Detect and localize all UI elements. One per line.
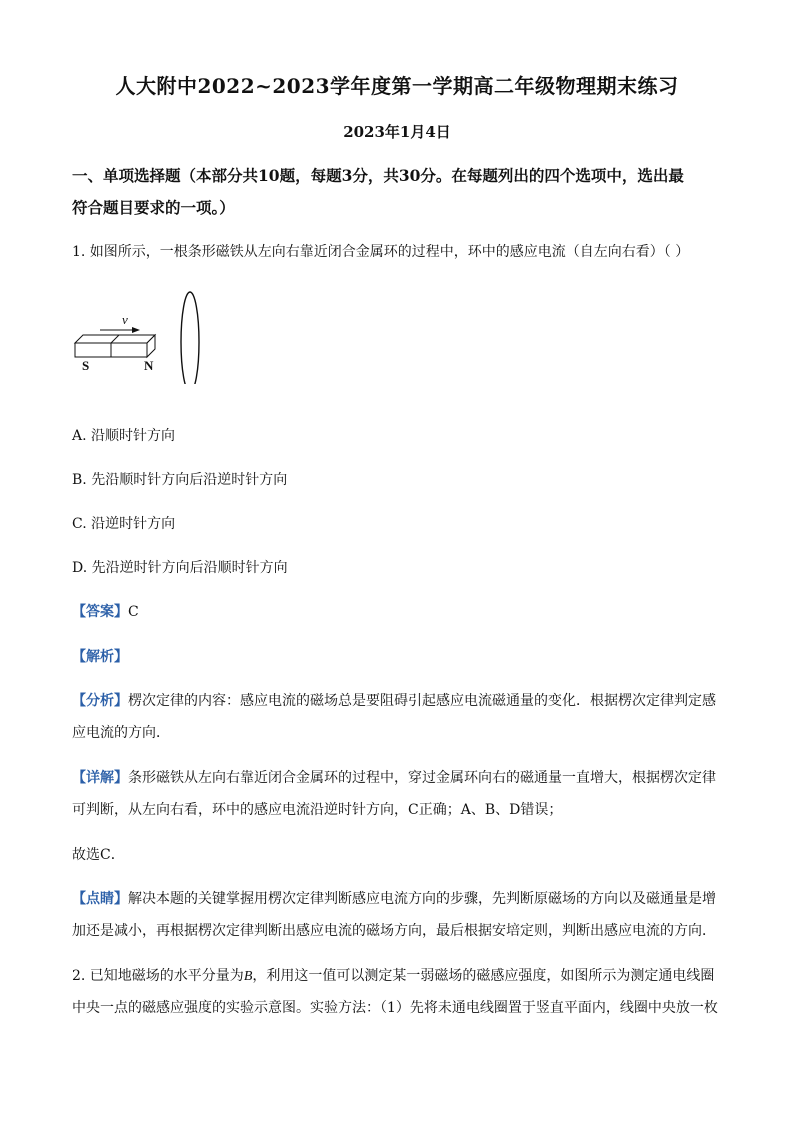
analysis-tag: 【解析】 xyxy=(72,649,128,665)
xiangjie-text-1: 条形磁铁从左向右靠近闭合金属环的过程中，穿过金属环向右的磁通量一直增大，根据楞次定律 xyxy=(128,770,716,786)
south-pole-label: S xyxy=(82,358,90,373)
magnet-ring-figure xyxy=(70,288,240,384)
analysis-line xyxy=(72,647,732,667)
dianjing-line-2: 加还是减小，再根据楞次定律判断出感应电流的磁场方向，最后根据安培定则，判断出感应电流的方向． xyxy=(72,923,716,939)
question-2-line-1 xyxy=(72,966,732,987)
option-a: A. 沿顺时针方向 xyxy=(72,428,176,444)
fenxi-line-1 xyxy=(72,691,732,711)
xiangjie-line-2: 可判断，从左向右看，环中的感应电流沿逆时针方向，C正确；A、B、D错误； xyxy=(72,802,563,818)
dianjing-text-1: 解决本题的关键掌握用楞次定律判断感应电流方向的步骤，先判断原磁场的方向以及磁通量是增 xyxy=(128,891,716,907)
fenxi-tag: 【分析】 xyxy=(72,693,128,709)
velocity-label: v xyxy=(122,312,128,327)
option-d: D. 先沿逆时针方向后沿顺时针方向 xyxy=(72,560,288,576)
xiangjie-tag: 【详解】 xyxy=(72,770,128,786)
xiangjie-line-1 xyxy=(72,768,732,788)
conclusion-line: 故选C． xyxy=(72,847,125,863)
dianjing-tag: 【点睛】 xyxy=(72,891,128,907)
fenxi-text-1: 楞次定律的内容：感应电流的磁场总是要阻碍引起感应电流磁通量的变化．根据楞次定律判定感 xyxy=(128,693,716,709)
option-b: B. 先沿顺时针方向后沿逆时针方向 xyxy=(72,472,288,488)
north-pole-label: N xyxy=(144,358,154,373)
velocity-arrow-head xyxy=(132,327,140,333)
exam-title: 人大附中2022~2023学年度第一学期高二年级物理期末练习 xyxy=(115,74,679,98)
answer-tag: 【答案】 xyxy=(72,604,128,620)
section-heading-line-2: 符合题目要求的一项。） xyxy=(72,198,235,217)
option-c: C. 沿逆时针方向 xyxy=(72,516,176,532)
question-1-stem: 1. 如图所示，一根条形磁铁从左向右靠近闭合金属环的过程中，环中的感应电流（自左向右看）（ ） xyxy=(72,244,690,260)
fenxi-line-2: 应电流的方向． xyxy=(72,725,170,741)
answer-value: C xyxy=(128,604,139,620)
bar-magnet xyxy=(75,335,155,357)
q2-text-b: ，利用这一值可以测定某一弱磁场的磁感应强度，如图所示为测定通电线圈 xyxy=(252,968,715,984)
answer-line xyxy=(72,602,732,622)
metal-ring xyxy=(181,292,199,384)
section-heading-line-1: 一、单项选择题（本部分共10题，每题3分，共30分。在每题列出的四个选项中，选出最 xyxy=(72,166,684,185)
q2-text-a: 2. 已知地磁场的水平分量为 xyxy=(72,968,244,984)
q2-variable-b: B xyxy=(243,969,253,984)
dianjing-line-1 xyxy=(72,889,732,909)
question-2-line-2: 中央一点的磁感应强度的实验示意图。实验方法：（1）先将未通电线圈置于竖直平面内，线圈中央放一枚 xyxy=(72,1000,718,1016)
exam-date: 2023年1月4日 xyxy=(343,123,451,141)
